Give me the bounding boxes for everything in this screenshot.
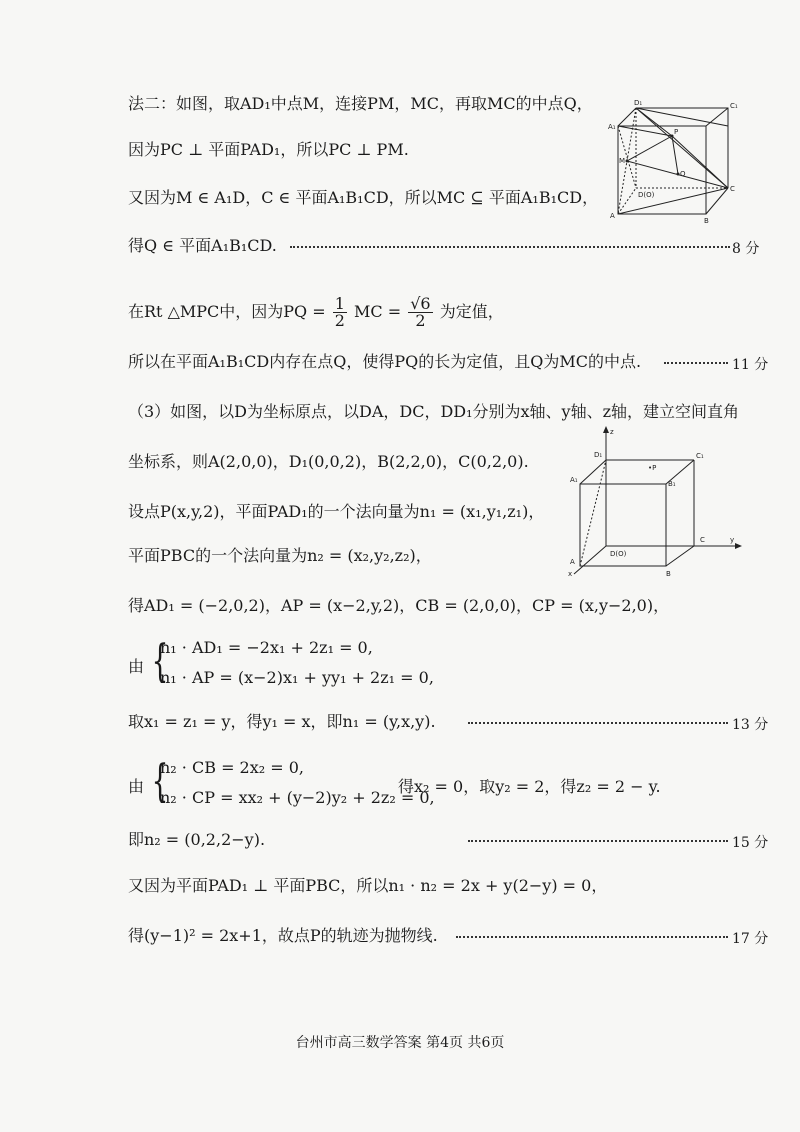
brace: { bbox=[151, 756, 169, 807]
score-13: 13 分 bbox=[732, 717, 769, 733]
text-rt-a: 在Rt △MPC中，因为PQ = bbox=[128, 302, 326, 321]
label-a1: A₁ bbox=[570, 476, 578, 484]
label-z: z bbox=[610, 428, 614, 436]
label-a: A bbox=[610, 212, 615, 220]
x-axis bbox=[574, 546, 606, 574]
label-b: B bbox=[704, 217, 709, 225]
score-8: 8 分 bbox=[732, 241, 760, 257]
text-rt-b: MC = bbox=[354, 302, 402, 321]
text-line-vectors: 得AD₁ = (−2,0,2)，AP = (x−2,y,2)，CB = (2,0,0)，CP = (x,y−2,0)， bbox=[128, 596, 670, 615]
figure-cube-2 bbox=[566, 424, 746, 580]
text-line-n2: 平面PBC的一个法向量为n₂ = (x₂,y₂,z₂)， bbox=[128, 546, 432, 565]
text-line-exists-q: 所以在平面A₁B₁CD内存在点Q，使得PQ的长为定值，且Q为MC的中点. bbox=[128, 352, 642, 371]
label-c: C bbox=[700, 536, 705, 544]
equation-result: 得x₂ = 0，取y₂ = 2，得z₂ = 2 − y. bbox=[398, 777, 661, 796]
text-you: 由 bbox=[128, 777, 145, 796]
text-line-part3: （3）如图，以D为坐标原点，以DA，DC，DD₁分别为x轴、y轴、z轴，建立空间直角 bbox=[128, 402, 740, 421]
text-line-parabola: 得(y−1)² = 2x+1，故点P的轨迹为抛物线. bbox=[128, 926, 438, 945]
label-b1: B₁ bbox=[668, 480, 676, 488]
equation-row: n₁ · AD₁ = −2x₁ + 2z₁ = 0, bbox=[160, 638, 373, 657]
label-c: C bbox=[730, 185, 735, 193]
score-15: 15 分 bbox=[732, 835, 769, 851]
label-d: D(O) bbox=[610, 550, 627, 558]
label-c1: C₁ bbox=[730, 102, 738, 110]
fraction-den: 2 bbox=[415, 311, 426, 330]
equation-row: n₂ · CP = xx₂ + (y−2)y₂ + 2z₂ = 0, bbox=[160, 788, 435, 807]
text-line-n2-result: 即n₂ = (0,2,2−y). bbox=[128, 830, 266, 849]
system-n1 bbox=[128, 636, 528, 696]
text-line-coords: 坐标系，则A(2,0,0)，D₁(0,0,2)，B(2,2,0)，C(0,2,0). bbox=[128, 452, 529, 471]
text-line-take-n1: 取x₁ = z₁ = y，得y₁ = x，即n₁ = (y,x,y). bbox=[128, 712, 436, 731]
label-x: x bbox=[568, 570, 573, 578]
label-p: P bbox=[674, 128, 679, 136]
dot-leader bbox=[468, 722, 728, 724]
dot-leader bbox=[468, 840, 728, 842]
fraction-num: √6 bbox=[410, 294, 431, 313]
label-y: y bbox=[730, 536, 735, 544]
figure-cube-1 bbox=[606, 96, 756, 226]
equation-row: n₁ · AP = (x−2)x₁ + yy₁ + 2z₁ = 0, bbox=[160, 668, 434, 687]
score-11: 11 分 bbox=[732, 357, 769, 373]
label-a1: A₁ bbox=[608, 123, 616, 131]
text-line-perp-planes: 又因为平面PAD₁ ⊥ 平面PBC，所以n₁ · n₂ = 2x + y(2−y) = 0， bbox=[128, 876, 608, 895]
equation-row: n₂ · CB = 2x₂ = 0, bbox=[160, 758, 305, 777]
text-line-mc-subset: 又因为M ∈ A₁D，C ∈ 平面A₁B₁CD，所以MC ⊆ 平面A₁B₁CD， bbox=[128, 188, 599, 207]
label-d: D(O) bbox=[638, 191, 655, 199]
score-17: 17 分 bbox=[732, 931, 769, 947]
label-p: •P bbox=[648, 464, 657, 472]
fraction-sqrt6-half bbox=[408, 296, 432, 329]
brace: { bbox=[151, 636, 169, 687]
system-n2 bbox=[128, 756, 688, 816]
fraction-den: 2 bbox=[334, 311, 345, 330]
dot-leader bbox=[456, 936, 728, 938]
fraction-num: 1 bbox=[334, 294, 345, 313]
fraction-one-half bbox=[333, 296, 347, 329]
text-line-q-in-plane: 得Q ∈ 平面A₁B₁CD. bbox=[128, 236, 277, 255]
label-a: A bbox=[570, 558, 575, 566]
label-b: B bbox=[666, 570, 671, 578]
text-line-method2: 法二：如图，取AD₁中点M，连接PM，MC，再取MC的中点Q， bbox=[128, 94, 593, 113]
label-q: Q bbox=[680, 170, 686, 178]
text-line-pc-perp: 因为PC ⊥ 平面PAD₁，所以PC ⊥ PM. bbox=[128, 140, 409, 159]
cube-top-edge bbox=[636, 108, 728, 126]
label-c1: C₁ bbox=[696, 452, 704, 460]
text-line-set-p: 设点P(x,y,2)，平面PAD₁的一个法向量为n₁ = (x₁,y₁,z₁)， bbox=[128, 502, 545, 521]
text-line-rt-triangle bbox=[128, 292, 504, 332]
label-m: M bbox=[619, 157, 626, 165]
page-footer: 台州市高三数学答案 第4页 共6页 bbox=[295, 1035, 505, 1051]
label-d1: D₁ bbox=[634, 99, 643, 107]
label-d1: D₁ bbox=[594, 451, 603, 459]
dot-leader bbox=[290, 246, 730, 248]
dot-leader bbox=[664, 362, 728, 364]
text-rt-c: 为定值， bbox=[439, 302, 504, 321]
text-you: 由 bbox=[128, 657, 145, 676]
